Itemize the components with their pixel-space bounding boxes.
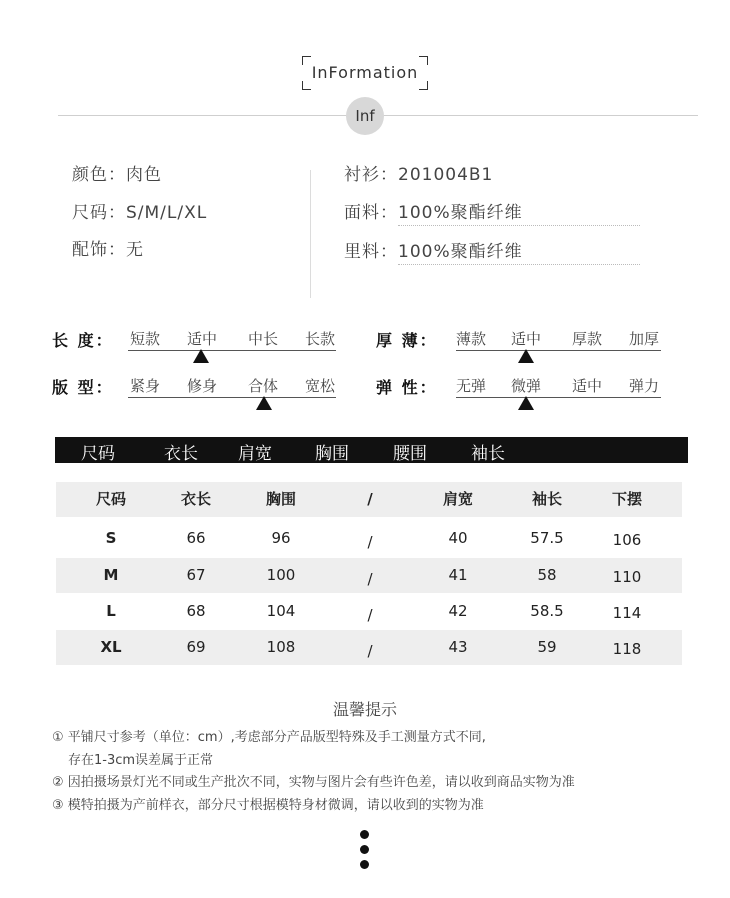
fabric-value: 100%聚酯纤维 (398, 198, 640, 226)
note-line: 存在1-3cm误差属于正常 (68, 753, 214, 768)
section-title: InFormation (311, 63, 419, 82)
more-dot (360, 830, 369, 839)
table-cell: / (367, 606, 373, 624)
measure-item: 肩宽 (238, 444, 272, 464)
thickness-indicator (518, 349, 534, 363)
table-cell: 106 (612, 531, 642, 549)
thickness-label: 厚 薄： (376, 331, 438, 350)
length-label: 长 度： (52, 331, 114, 350)
table-cell: M (103, 566, 119, 584)
elasticity-label: 弹 性： (376, 378, 438, 397)
table-cell: / (367, 642, 373, 660)
note-line: ① 平铺尺寸参考（单位：cm）,考虑部分产品版型特殊及手工测量方式不同, (52, 730, 486, 745)
thickness-option: 薄款 (456, 330, 487, 348)
table-cell: / (367, 533, 373, 551)
fabric-row (344, 198, 398, 223)
length-indicator (193, 349, 209, 363)
table-cell: 104 (266, 602, 296, 620)
more-dot (360, 845, 369, 854)
measurement-header-bar (55, 437, 688, 463)
table-cell: 42 (448, 602, 468, 620)
table-row (56, 594, 682, 629)
table-cell: 114 (612, 604, 642, 622)
elasticity-option: 微弹 (511, 377, 542, 395)
fit-option: 紧身 (130, 377, 161, 395)
fit-option: 修身 (187, 377, 218, 395)
accessory-value: 无 (126, 240, 144, 260)
table-header-cell: 衣长 (180, 490, 211, 508)
table-row (56, 630, 682, 665)
size-value: S/M/L/XL (126, 203, 208, 223)
table-header-cell: 尺码 (95, 490, 126, 508)
notes-title: 温馨提示 (332, 700, 397, 719)
table-header-cell: 胸围 (265, 490, 296, 508)
table-cell: 66 (186, 529, 206, 547)
thickness-option: 适中 (511, 330, 542, 348)
table-cell: 67 (186, 566, 206, 584)
info-separator (310, 170, 311, 298)
table-cell: 69 (186, 638, 206, 656)
length-bar (128, 350, 336, 351)
color-row (72, 160, 162, 185)
measure-item: 衣长 (164, 444, 198, 464)
table-header-cell: 袖长 (531, 490, 562, 508)
measure-item: 腰围 (393, 444, 427, 464)
table-cell: XL (100, 638, 122, 656)
table-cell: S (105, 529, 117, 547)
measure-item: 尺码 (81, 444, 115, 464)
table-cell: 41 (448, 566, 468, 584)
table-header-cell: 肩宽 (442, 490, 473, 508)
shirt-row (344, 160, 493, 185)
shirt-label: 衬衫： (344, 165, 398, 185)
length-option: 短款 (130, 330, 161, 348)
length-option: 适中 (187, 330, 218, 348)
table-header-row (56, 482, 682, 517)
shirt-value: 201004B1 (398, 165, 494, 185)
fit-option: 宽松 (305, 377, 336, 395)
elasticity-indicator (518, 396, 534, 410)
elasticity-option: 适中 (572, 377, 603, 395)
table-cell: 108 (266, 638, 296, 656)
measure-item: 袖长 (471, 444, 505, 464)
table-cell: 96 (271, 529, 291, 547)
table-cell: L (106, 602, 116, 620)
lining-row (344, 237, 398, 262)
note-line: ③ 模特拍摄为产前样衣，部分尺寸根据模特身材微调，请以收到的实物为准 (52, 798, 484, 813)
info-badge: Inf (346, 97, 384, 135)
frame-corner (419, 81, 428, 90)
table-cell: / (367, 570, 373, 588)
size-label: 尺码： (72, 203, 126, 223)
length-option: 中长 (248, 330, 279, 348)
elasticity-option: 弹力 (629, 377, 660, 395)
table-cell: 100 (266, 566, 296, 584)
table-cell: 43 (448, 638, 468, 656)
table-header-cell: 下摆 (611, 490, 642, 508)
thickness-bar (456, 350, 661, 351)
section-title-frame (302, 56, 428, 90)
elasticity-bar (456, 397, 661, 398)
table-cell: 110 (612, 568, 642, 586)
table-cell: 59 (537, 638, 557, 656)
measure-item: 胸围 (315, 444, 349, 464)
fit-bar (128, 397, 336, 398)
table-cell: 57.5 (530, 529, 564, 547)
elasticity-option: 无弹 (456, 377, 487, 395)
length-option: 长款 (305, 330, 336, 348)
accessory-label: 配饰： (72, 240, 126, 260)
table-cell: 118 (612, 640, 642, 658)
fit-label: 版 型： (52, 378, 114, 397)
size-row (72, 198, 207, 223)
table-cell: 40 (448, 529, 468, 547)
table-row (56, 521, 682, 556)
lining-value: 100%聚酯纤维 (398, 237, 640, 265)
color-value: 肉色 (126, 165, 162, 185)
thickness-option: 厚款 (572, 330, 603, 348)
lining-label: 里料： (344, 242, 398, 262)
table-cell: 68 (186, 602, 206, 620)
table-row (56, 558, 682, 593)
fit-indicator (256, 396, 272, 410)
fabric-label: 面料： (344, 203, 398, 223)
fit-option: 合体 (248, 377, 279, 395)
table-cell: 58 (537, 566, 557, 584)
color-label: 颜色： (72, 165, 126, 185)
table-header-cell: / (367, 490, 373, 508)
thickness-option: 加厚 (629, 330, 660, 348)
frame-corner (302, 81, 311, 90)
table-cell: 58.5 (530, 602, 564, 620)
note-line: ② 因拍摄场景灯光不同或生产批次不同，实物与图片会有些许色差，请以收到商品实物为准 (52, 775, 575, 790)
accessory-row (72, 235, 144, 260)
more-dot (360, 860, 369, 869)
